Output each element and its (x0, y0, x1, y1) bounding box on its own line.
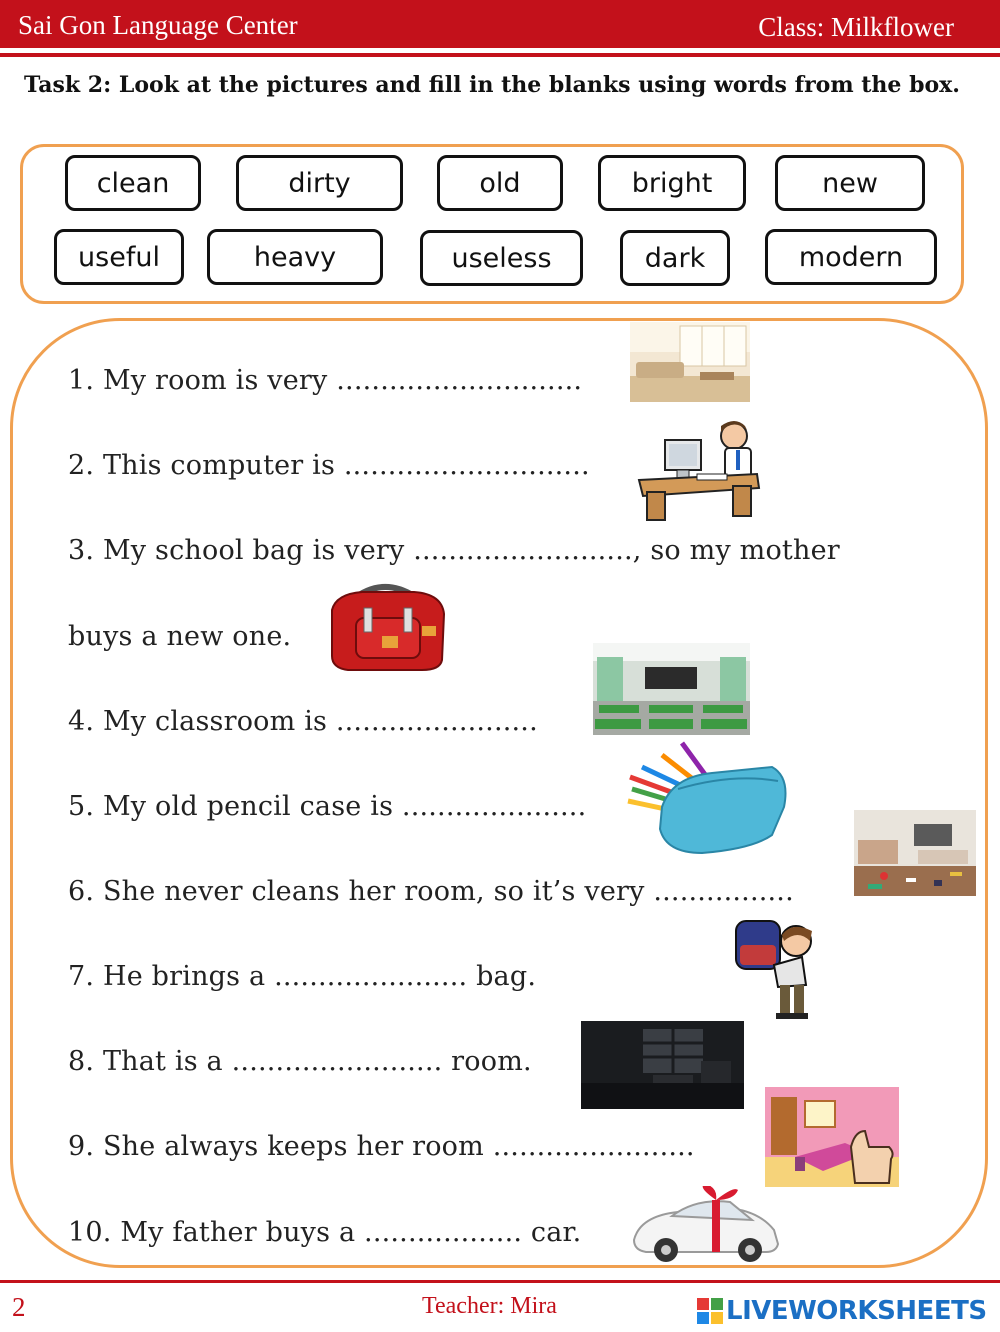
word-chip[interactable]: old (437, 155, 563, 211)
question-1: 1. My room is very ............................ (68, 365, 583, 396)
question-8: 8. That is a ........................ room. (68, 1046, 532, 1077)
question-2: 2. This computer is ............................ (68, 450, 590, 481)
computer-desk-picture (637, 414, 762, 524)
word-chip[interactable]: modern (765, 229, 937, 285)
word-chip[interactable]: heavy (207, 229, 383, 285)
question-9: 9. She always keeps her room ....................... (68, 1131, 695, 1162)
word-chip[interactable]: clean (65, 155, 201, 211)
word-chip[interactable]: bright (598, 155, 746, 211)
question-3-continued: buys a new one. (68, 621, 292, 652)
header-bar (0, 0, 1000, 48)
class-label: Class: Milkflower (758, 12, 954, 42)
center-name: Sai Gon Language Center (18, 10, 298, 40)
pencil-case-picture (622, 737, 790, 857)
word-chip[interactable]: dark (620, 230, 730, 286)
heavy-bag-boy-picture (732, 915, 826, 1021)
question-4: 4. My classroom is ....................... (68, 706, 538, 737)
page-number: 2 (12, 1292, 26, 1322)
clean-room-picture (765, 1087, 899, 1187)
task-instruction: Task 2: Look at the pictures and fill in the blanks using words from the box. (24, 72, 960, 98)
liveworksheets-icon (697, 1298, 723, 1324)
question-5: 5. My old pencil case is ..................... (68, 791, 587, 822)
word-chip[interactable]: useful (54, 229, 184, 285)
word-chip[interactable]: new (775, 155, 925, 211)
header-divider (0, 53, 1000, 57)
question-3: 3. My school bag is very ........................., so my mother (68, 535, 840, 566)
footer-divider (0, 1280, 1000, 1283)
modern-classroom-picture (593, 643, 750, 735)
messy-room-picture (854, 810, 976, 896)
question-6: 6. She never cleans her room, so it’s very ................ (68, 876, 794, 907)
teacher-name: Teacher: Mira (422, 1293, 557, 1319)
liveworksheets-brand: LIVEWORKSHEETS (726, 1296, 987, 1326)
word-chip[interactable]: dirty (236, 155, 403, 211)
question-10: 10. My father buys a .................. car. (68, 1217, 582, 1248)
liveworksheets-logo[interactable] (697, 1296, 987, 1326)
dark-room-picture (581, 1021, 744, 1109)
school-bag-picture (322, 580, 452, 672)
question-7: 7. He brings a ...................... bag. (68, 961, 537, 992)
new-car-picture (626, 1186, 784, 1266)
bright-room-picture (630, 322, 750, 402)
word-chip[interactable]: useless (420, 230, 583, 286)
